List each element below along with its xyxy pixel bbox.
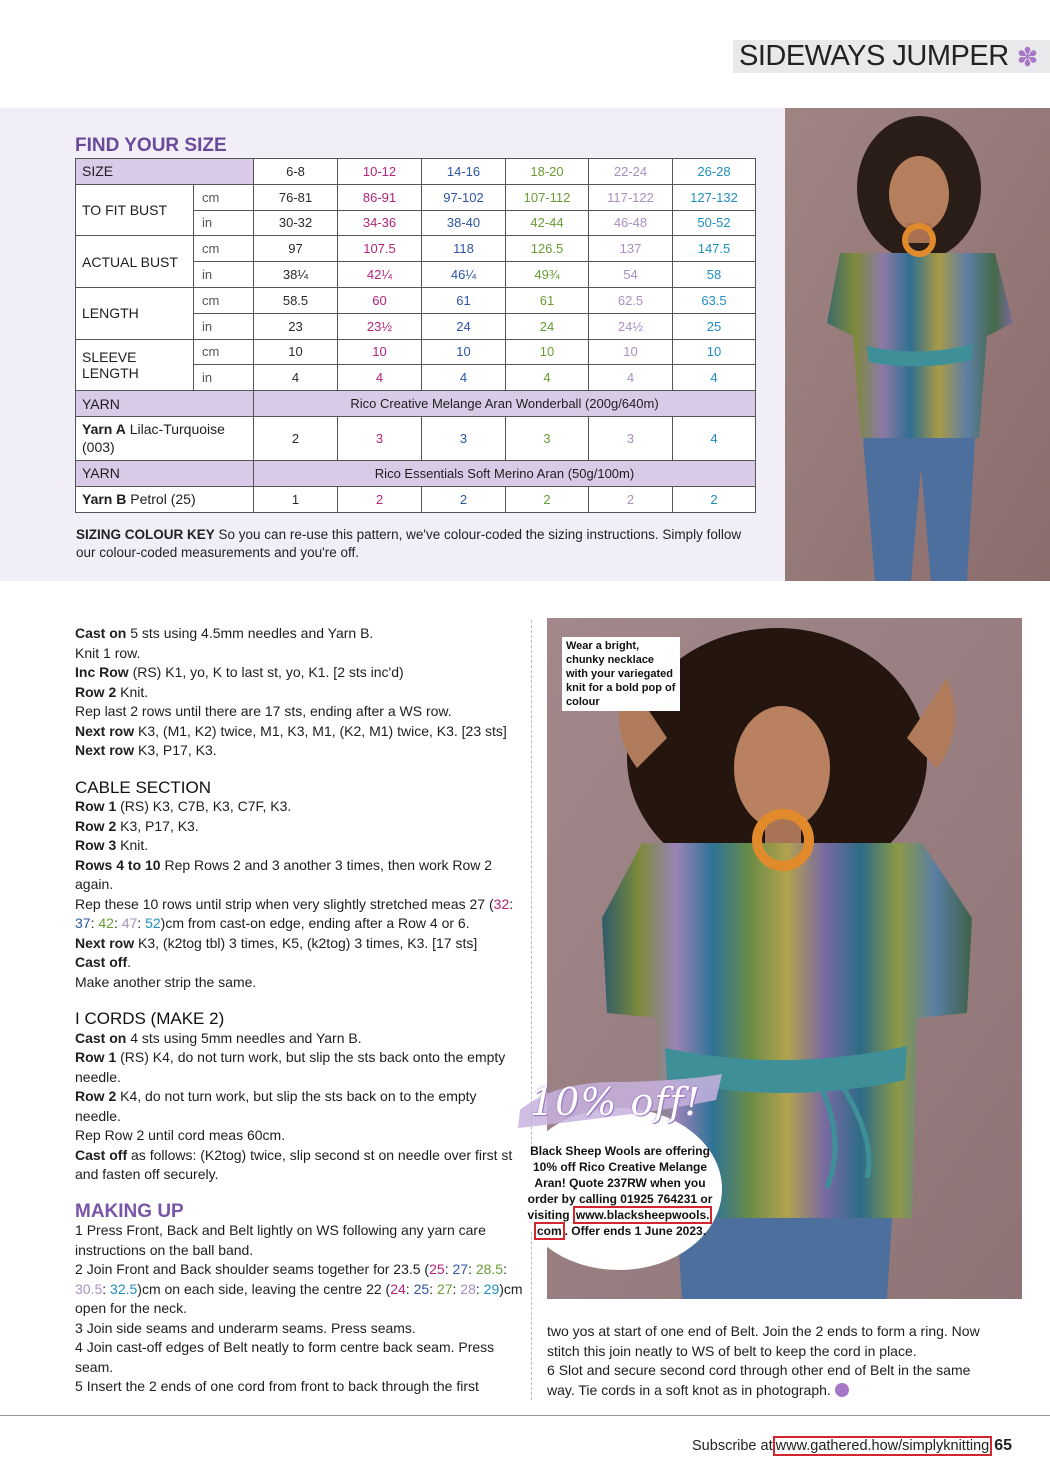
cell: 30-32: [254, 210, 338, 236]
yarn-b-desc: Petrol (25): [130, 491, 196, 508]
pattern-column-right: [547, 1322, 987, 1400]
unit-cm: cm: [194, 184, 254, 210]
yarn-b-row: [76, 486, 756, 512]
cell: 4: [673, 416, 756, 460]
step-label: Row 2: [75, 1088, 117, 1104]
cell: 42-44: [506, 210, 589, 236]
offer-text-end: . Offer ends 1 June 2023.: [564, 1224, 707, 1238]
size-col-4: 22-24: [589, 159, 673, 185]
yarn-a-header-row: [76, 391, 756, 417]
cell: 4: [673, 365, 756, 391]
flower-icon: ✽: [1016, 41, 1039, 72]
step-text: cm open for the neck.: [75, 1280, 523, 1316]
cell: 62.5: [589, 287, 673, 313]
offer-text-body: Black Sheep Wools are offering 10% off Rico Creative Melange Aran! Quote 237RW when you order by calling 01925 764231 or visiting: [527, 1144, 713, 1222]
step-number: 5: [75, 1378, 83, 1394]
size-measure: 28.5: [475, 1261, 504, 1277]
step-text: Join Front and Back shoulder seams together for 23.5: [86, 1261, 421, 1277]
pattern-line: [75, 1221, 525, 1260]
making-up-heading: MAKING UP: [75, 1200, 184, 1222]
cell: 137: [589, 236, 673, 262]
pattern-line: Rep last 2 rows until there are 17 sts, ending after a WS row.: [75, 703, 452, 719]
pattern-line: [75, 856, 525, 895]
size-measure: 28: [460, 1280, 476, 1297]
unit-cm: cm: [194, 236, 254, 262]
cell: 3: [506, 416, 589, 460]
step-text: Knit.: [120, 683, 149, 700]
step-label: Next row: [75, 722, 135, 739]
cell: 60: [338, 287, 422, 313]
cell: 2: [673, 486, 756, 512]
row-label: LENGTH: [76, 287, 194, 339]
size-measure: 32.5: [110, 1280, 138, 1297]
cell: 42¼: [338, 262, 422, 288]
size-col-0: 6-8: [254, 159, 338, 185]
cell: 24: [506, 313, 589, 339]
cell: 127-132: [673, 184, 756, 210]
cell: 147.5: [673, 236, 756, 262]
step-label: Row 1: [75, 798, 117, 814]
size-measure: 27: [452, 1261, 469, 1277]
step-text: 4 sts using 5mm needles and Yarn B.: [130, 1029, 362, 1046]
cell: 54: [589, 262, 673, 288]
pattern-line: [75, 934, 525, 954]
pattern-line: [547, 1361, 987, 1400]
row-label: TO FIT BUST: [76, 184, 194, 236]
pattern-line: [75, 797, 525, 817]
yarn-a-label: Yarn A: [82, 421, 126, 438]
cell: 10: [506, 339, 589, 365]
cell: 38¼: [254, 262, 338, 288]
table-row: [76, 236, 756, 262]
step-text: 5 sts using 4.5mm needles and Yarn B.: [130, 625, 374, 641]
cell: 4: [422, 365, 506, 391]
step-number: 3: [75, 1319, 83, 1336]
size-section-title: FIND YOUR SIZE: [75, 135, 227, 156]
table-row: [76, 184, 756, 210]
cable-section-heading: CABLE SECTION: [75, 777, 212, 797]
step-text: cm from cast-on edge, ending after a Row 4 or 6.: [165, 915, 470, 931]
offer-text: [522, 1143, 718, 1239]
pattern-line: Make another strip the same.: [75, 973, 257, 990]
step-label: Inc Row: [75, 664, 129, 680]
cell: 24½: [589, 313, 673, 339]
step-label: Next row: [75, 934, 135, 951]
step-text: K3, P17, K3.: [120, 817, 199, 834]
row-label: SLEEVE LENGTH: [76, 339, 194, 391]
cell: 46-48: [589, 210, 673, 236]
cell: 4: [254, 365, 338, 391]
size-col-2: 14-16: [422, 159, 506, 185]
size-measure: 37: [75, 915, 91, 931]
size-measure: 42: [98, 915, 114, 931]
cell: 2: [506, 486, 589, 512]
size-col-5: 26-28: [673, 159, 756, 185]
cell: 34-36: [338, 210, 422, 236]
pattern-line: [75, 1377, 525, 1397]
step-text: Join cast-off edges of Belt neatly to form centre back seam. Press seam.: [75, 1339, 495, 1375]
yarn-b-header-row: [76, 460, 756, 486]
page-number: 65: [994, 1437, 1012, 1454]
cell: 4: [338, 365, 422, 391]
pattern-line: [75, 1048, 525, 1087]
size-table: [75, 158, 756, 513]
pattern-line: [75, 1338, 525, 1377]
step-label: Cast on: [75, 625, 127, 641]
step-label: Row 2: [75, 683, 117, 700]
unit-in: in: [194, 365, 254, 391]
yarn-label: YARN: [76, 460, 254, 486]
unit-in: in: [194, 313, 254, 339]
cell: 23½: [338, 313, 422, 339]
size-measure: 30.5: [75, 1280, 103, 1297]
step-label: Row 2: [75, 817, 117, 834]
pattern-line: [75, 741, 525, 761]
unit-cm: cm: [194, 287, 254, 313]
table-row: [76, 339, 756, 365]
unit-in: in: [194, 262, 254, 288]
size-header-row: [76, 159, 756, 185]
cell: 3: [338, 416, 422, 460]
cell: 1: [254, 486, 338, 512]
cell: 10: [589, 339, 673, 365]
step-label: Row 3: [75, 837, 117, 853]
yarn-a-label-cell: [76, 416, 254, 460]
pattern-line: [75, 1087, 525, 1126]
pattern-line: [75, 1146, 525, 1185]
size-measure: 52: [145, 915, 161, 931]
cell: 97-102: [422, 184, 506, 210]
step-number: 2: [75, 1261, 83, 1277]
step-label: Cast off: [75, 1146, 128, 1163]
pattern-line: [75, 836, 525, 856]
step-label: Row 1: [75, 1049, 117, 1065]
yarn-a-name: Rico Creative Melange Aran Wonderball (200g/640m): [254, 391, 756, 417]
pattern-line: Knit 1 row.: [75, 644, 141, 661]
step-text: Press Front, Back and Belt lightly on WS following any yarn care instructions on the ball band.: [75, 1222, 486, 1258]
pattern-line: 2 Join Front and Back shoulder seams together for 23.5 (25: 27: 28.5: 30.5: 32.5)cm on each side, leaving the centre 22 (24: 25: 27: 28: 29)cm open for the neck.: [75, 1261, 523, 1316]
cell: 46¼: [422, 262, 506, 288]
yarn-b-label-cell: [76, 486, 254, 512]
yarn-a-row: [76, 416, 756, 460]
cell: 3: [589, 416, 673, 460]
end-marker-icon: [835, 1383, 849, 1397]
pattern-line: [75, 1029, 525, 1049]
cell: 49¾: [506, 262, 589, 288]
cell: 63.5: [673, 287, 756, 313]
cell: 117-122: [589, 184, 673, 210]
page-title: SIDEWAYS JUMPER: [739, 40, 1009, 72]
pattern-line: [75, 624, 525, 644]
pattern-line: [75, 722, 525, 742]
step-text: (RS) K1, yo, K to last st, yo, K1. [2 sts inc'd): [132, 664, 404, 680]
cell: 2: [338, 486, 422, 512]
cell: 4: [589, 365, 673, 391]
cell: 3: [422, 416, 506, 460]
cell: 97: [254, 236, 338, 262]
size-measure: 47: [121, 915, 138, 931]
sizing-colour-key: [76, 526, 756, 562]
cell: 50-52: [673, 210, 756, 236]
step-text: K3, P17, K3.: [138, 742, 217, 758]
step-text: (RS) K3, C7B, K3, C7F, K3.: [120, 798, 292, 814]
pattern-line: [75, 953, 525, 973]
size-key-label: SIZING COLOUR KEY: [76, 527, 215, 542]
cell: 38-40: [422, 210, 506, 236]
footer-link[interactable]: www.gathered.how/simplyknitting: [773, 1436, 993, 1456]
yarn-a-desc: Lilac-Turquoise (003): [82, 421, 225, 456]
step-text: Rep these 10 rows until strip when very slightly stretched meas 27: [75, 895, 486, 912]
step-label: Next row: [75, 742, 135, 758]
footer-divider: [0, 1415, 1050, 1416]
cell: 118: [422, 236, 506, 262]
unit-cm: cm: [194, 339, 254, 365]
cell: 126.5: [506, 236, 589, 262]
size-col-3: 18-20: [506, 159, 589, 185]
step-text: (RS) K4, do not turn work, but slip the sts back onto the empty needle.: [75, 1049, 506, 1085]
cell: 2: [589, 486, 673, 512]
photo-caption: Wear a bright, chunky necklace with your variegated knit for a bold pop of colour: [562, 637, 680, 711]
step-text: Insert the 2 ends of one cord from front to back through the first: [86, 1378, 479, 1394]
size-col-1: 10-12: [338, 159, 422, 185]
yarn-label: YARN: [76, 391, 254, 417]
cell: 86-91: [338, 184, 422, 210]
cell: 4: [506, 365, 589, 391]
table-row: [76, 287, 756, 313]
unit-in: in: [194, 210, 254, 236]
pattern-line: [75, 1319, 525, 1339]
step-text: Slot and secure second cord through other end of Belt in the same way. Tie cords in a soft knot as in photograph.: [547, 1362, 971, 1398]
cell: 10: [422, 339, 506, 365]
step-text: Knit.: [120, 837, 149, 853]
cell: 76-81: [254, 184, 338, 210]
cell: 23: [254, 313, 338, 339]
step-number: 4: [75, 1339, 83, 1355]
size-measure: 32: [493, 895, 510, 912]
step-label: Rows 4 to 10: [75, 856, 161, 873]
icords-heading: I CORDS (MAKE 2): [75, 1009, 225, 1028]
pattern-column-left: [75, 624, 525, 1397]
header-tab: [733, 40, 1050, 73]
offer-link-cont[interactable]: com: [534, 1222, 565, 1240]
step-text: Join side seams and underarm seams. Press seams.: [86, 1319, 416, 1336]
size-measure: 27: [436, 1280, 453, 1297]
cell: 107-112: [506, 184, 589, 210]
size-measure: 25: [413, 1280, 430, 1297]
cell: 58: [673, 262, 756, 288]
cell: 25: [673, 313, 756, 339]
step-text: K3, (k2tog tbl) 3 times, K5, (k2tog) 3 times, K3. [17 sts]: [138, 934, 478, 951]
pattern-line: Rep these 10 rows until strip when very slightly stretched meas 27 (32: 37: 42: 47: 52)cm from cast-on edge, ending after a Row 4 or 6.: [75, 895, 514, 931]
cell: 2: [422, 486, 506, 512]
model-photo-top: [785, 108, 1050, 581]
footer: [0, 1437, 1012, 1455]
cell: 10: [338, 339, 422, 365]
row-label: ACTUAL BUST: [76, 236, 194, 288]
size-key-text: So you can re-use this pattern, we've colour-coded the sizing instructions. Simply follow our colour-coded measurements and you're off.: [76, 527, 742, 560]
pattern-line: two yos at start of one end of Belt. Join the 2 ends to form a ring. Now stitch this join neatly to WS of belt to keep the cord in place.: [547, 1323, 980, 1359]
pattern-line: [75, 817, 525, 837]
cell: 107.5: [338, 236, 422, 262]
step-text: Rep Rows 2 and 3 another 3 times, then work Row 2 again.: [75, 856, 493, 892]
size-measure: 29: [483, 1280, 500, 1297]
step-text: as follows: (K2tog) twice, slip second st on needle over first st and fasten off securely.: [75, 1146, 513, 1182]
cell: 24: [422, 313, 506, 339]
step-number: 6: [547, 1362, 555, 1378]
step-text: K3, (M1, K2) twice, M1, K3, M1, (K2, M1) twice, K3. [23 sts]: [138, 722, 507, 739]
cell: 58.5: [254, 287, 338, 313]
step-text: cm on each side, leaving the centre 22: [141, 1280, 382, 1297]
yarn-b-label: Yarn B: [82, 491, 127, 508]
cell: 10: [254, 339, 338, 365]
cell: 61: [422, 287, 506, 313]
pattern-line: [75, 683, 525, 703]
size-measure: 25: [429, 1261, 445, 1277]
cell: 10: [673, 339, 756, 365]
size-measure: 24: [390, 1280, 406, 1297]
yarn-b-name: Rico Essentials Soft Merino Aran (50g/100m): [254, 460, 756, 486]
step-text: .: [127, 954, 132, 970]
column-divider: [531, 620, 532, 1400]
step-label: Cast on: [75, 1029, 127, 1046]
step-text: K4, do not turn work, but slip the sts back on to the empty needle.: [75, 1088, 477, 1124]
pattern-line: Rep Row 2 until cord meas 60cm.: [75, 1127, 286, 1143]
pattern-line: [75, 663, 525, 683]
step-label: Cast off: [75, 954, 128, 970]
offer-badge-text: 10% off!: [530, 1080, 701, 1124]
cell: 2: [254, 416, 338, 460]
size-label: SIZE: [76, 159, 254, 185]
offer-link[interactable]: www.blacksheepwools.: [573, 1206, 713, 1224]
footer-subscribe: Subscribe at: [692, 1438, 773, 1454]
step-number: 1: [75, 1222, 83, 1238]
cell: 61: [506, 287, 589, 313]
